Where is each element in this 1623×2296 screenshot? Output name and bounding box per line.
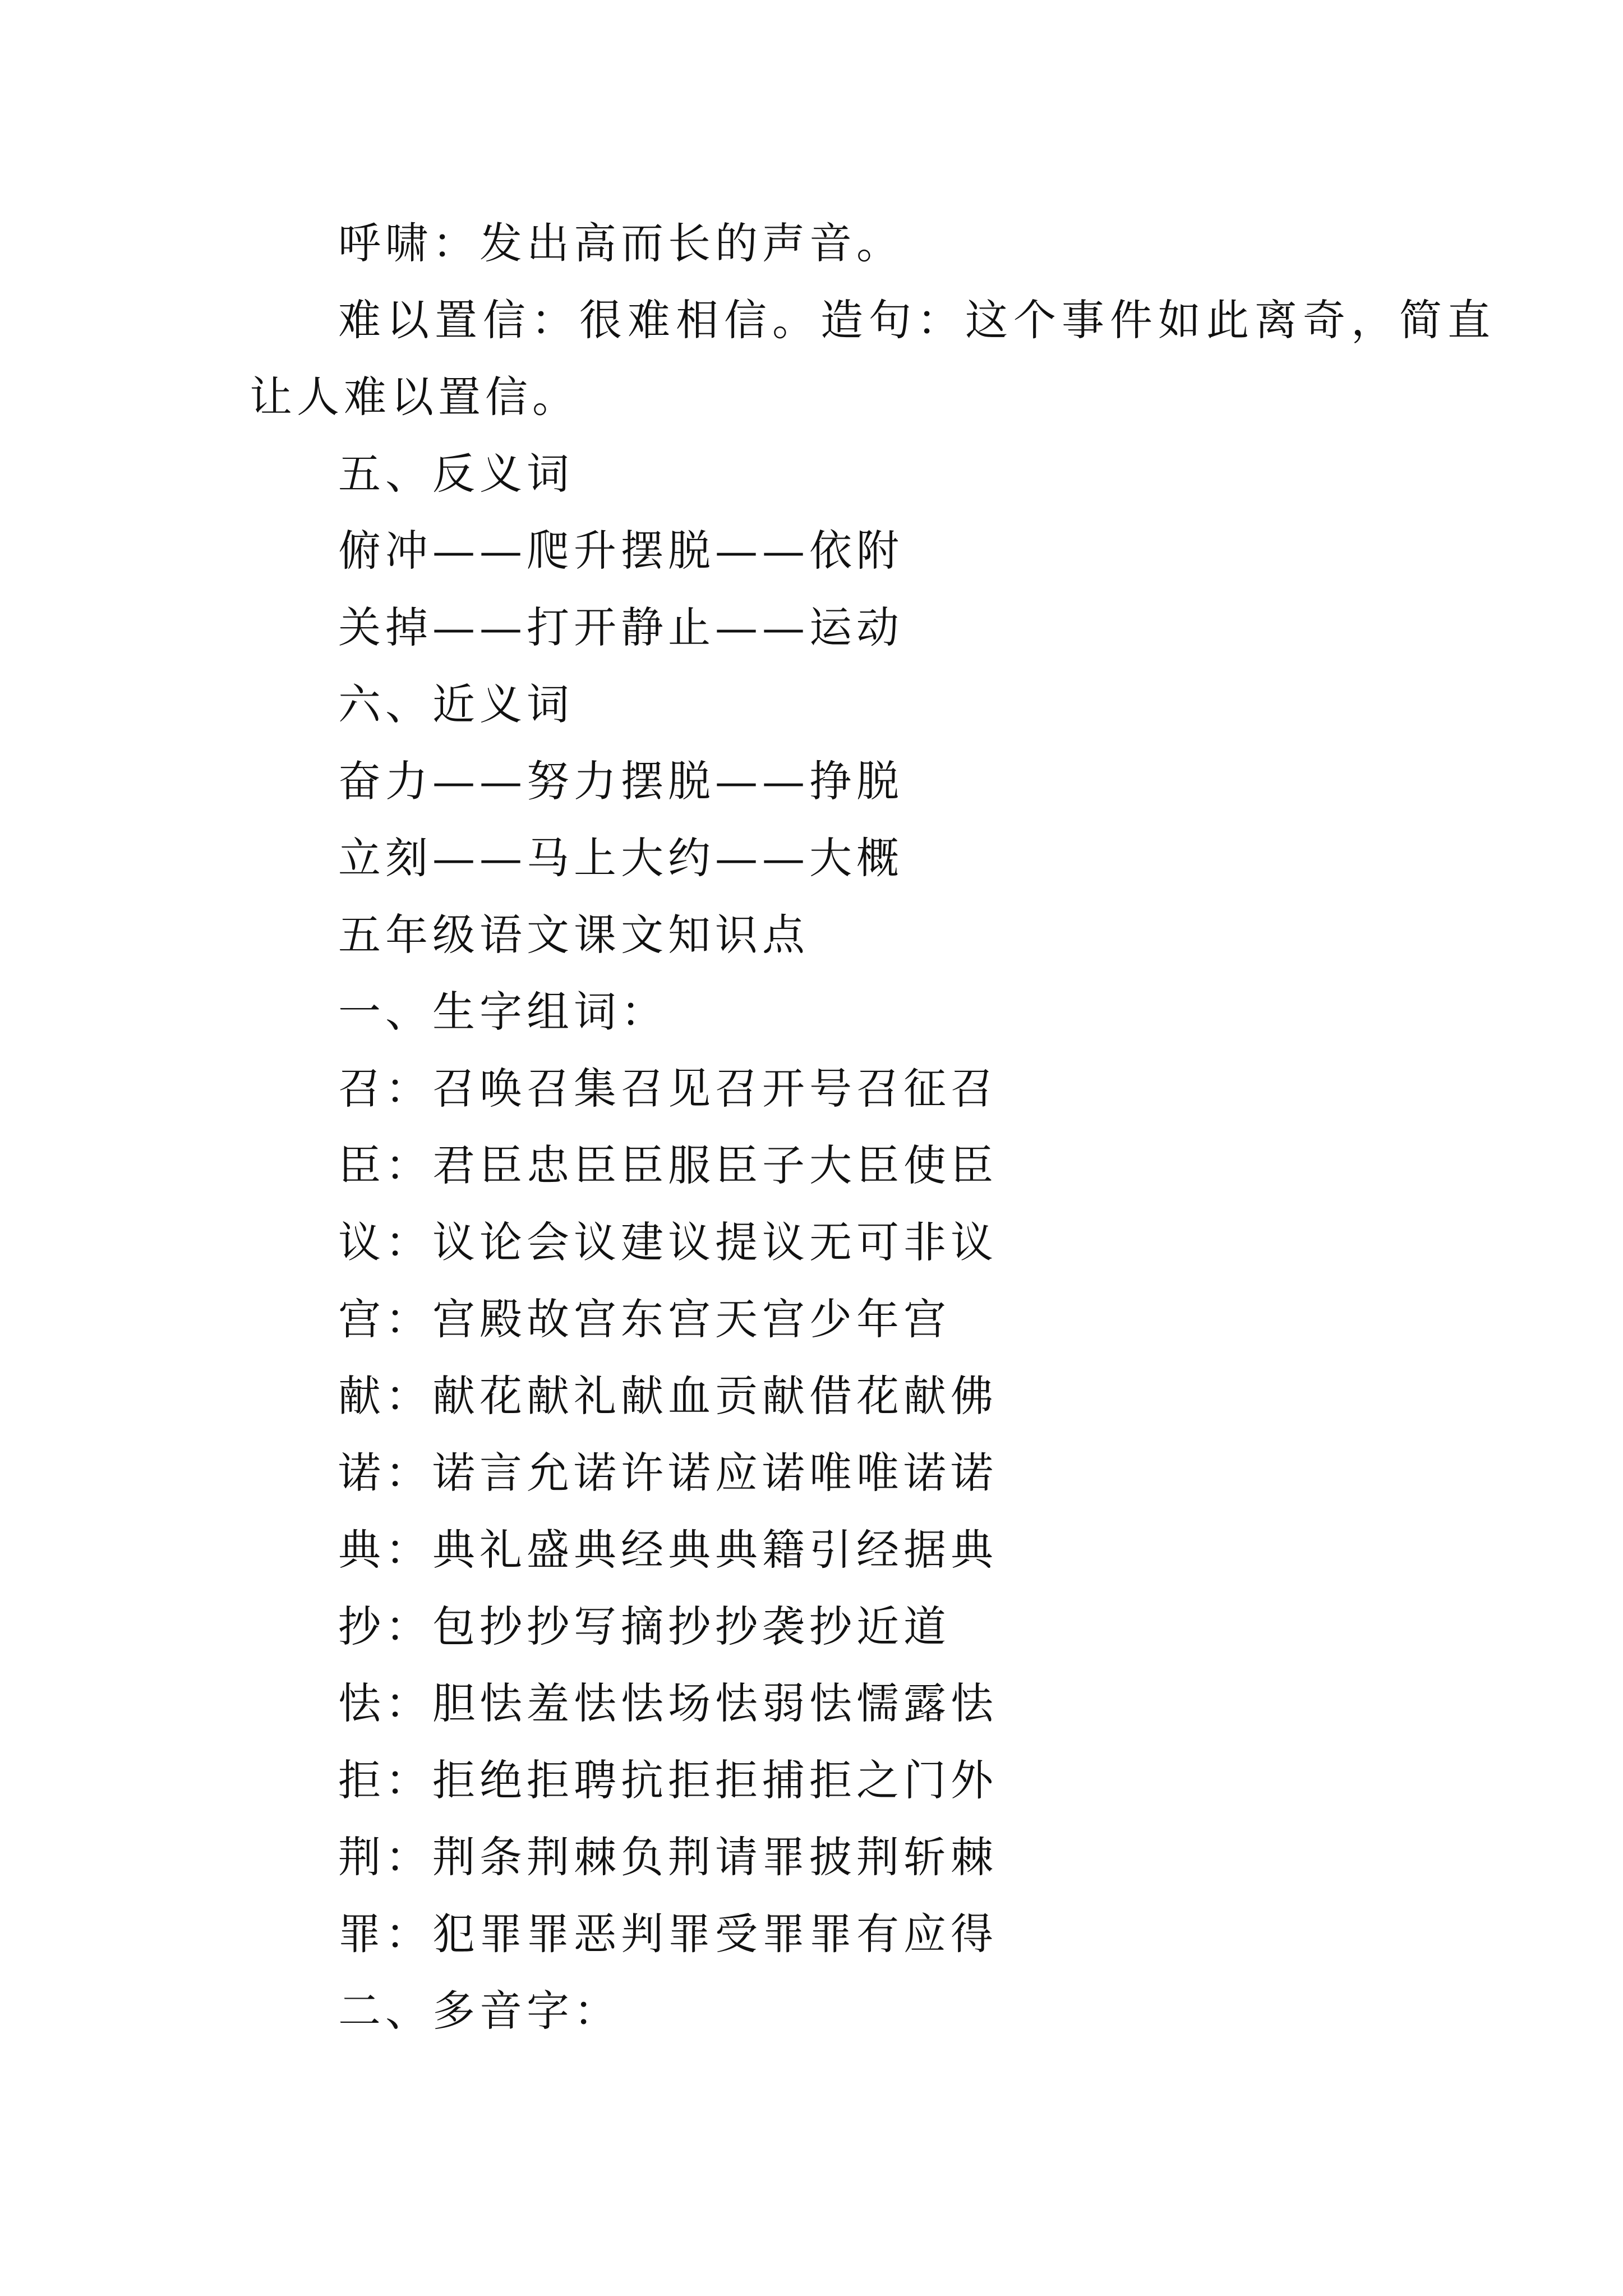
section-heading-polyphones: 二、多音字： <box>338 1986 621 2036</box>
text-line-nanyizhixin-cont: 让人难以置信。 <box>250 372 579 422</box>
word-group-zhao: 召：召唤召集召见召开号召征召 <box>338 1064 998 1114</box>
section-heading-synonyms: 六、近义词 <box>338 679 574 729</box>
document-body <box>250 205 1496 2049</box>
word-group-zui: 罪：犯罪罪恶判罪受罪罪有应得 <box>338 1909 998 1959</box>
section-heading-new-characters: 一、生字组词： <box>338 987 668 1037</box>
synonym-line-2: 立刻——马上大约——大概 <box>338 833 903 883</box>
word-group-nuo: 诺：诺言允诺许诺应诺唯唯诺诺 <box>338 1448 998 1498</box>
word-group-qie: 怯：胆怯羞怯怯场怯弱怯懦露怯 <box>338 1678 998 1728</box>
word-group-jing: 荆：荆条荆棘负荆请罪披荆斩棘 <box>338 1832 998 1882</box>
text-line-huxiao: 呼啸：发出高而长的声音。 <box>338 218 903 268</box>
word-group-chao: 抄：包抄抄写摘抄抄袭抄近道 <box>338 1602 951 1651</box>
antonym-line-2: 关掉——打开静止——运动 <box>338 602 903 652</box>
section-heading-antonyms: 五、反义词 <box>338 449 574 499</box>
word-group-ju: 拒：拒绝拒聘抗拒拒捕拒之门外 <box>338 1755 998 1805</box>
word-group-dian: 典：典礼盛典经典典籍引经据典 <box>338 1525 998 1575</box>
word-group-chen: 臣：君臣忠臣臣服臣子大臣使臣 <box>338 1140 998 1190</box>
antonym-line-1: 俯冲——爬升摆脱——依附 <box>338 526 903 576</box>
document-title: 五年级语文课文知识点 <box>338 910 809 960</box>
word-group-xian: 献：献花献礼献血贡献借花献佛 <box>338 1371 998 1421</box>
word-group-yi: 议：议论会议建议提议无可非议 <box>338 1217 998 1267</box>
text-line-nanyizhixin: 难以置信：很难相信。造句：这个事件如此离奇，简直 <box>338 295 1496 345</box>
synonym-line-1: 奋力——努力摆脱——挣脱 <box>338 756 903 806</box>
word-group-gong: 宫：宫殿故宫东宫天宫少年宫 <box>338 1294 951 1344</box>
